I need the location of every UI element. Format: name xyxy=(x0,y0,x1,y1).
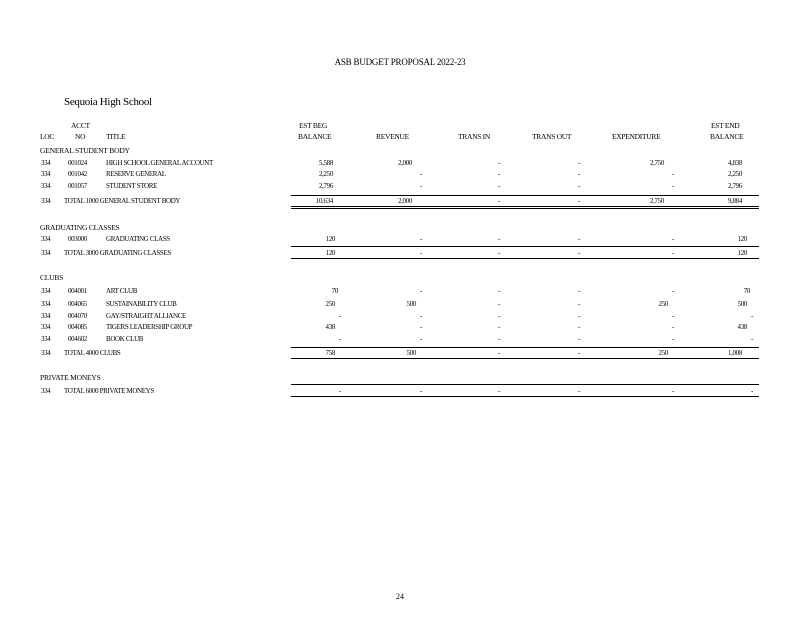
row-end-balance: 2,250 xyxy=(727,170,742,178)
row-title: GRADUATING CLASS xyxy=(106,235,170,243)
row-acct: 004070 xyxy=(68,312,87,320)
header-expenditure: EXPENDITURE xyxy=(612,132,661,141)
row-loc: 334 xyxy=(41,323,51,331)
header-est-beg-bottom: BALANCE xyxy=(298,132,332,141)
total-trans-in: - xyxy=(498,197,500,205)
total-expenditure: 250 xyxy=(658,349,668,357)
row-revenue: - xyxy=(420,312,422,320)
total-trans-in: - xyxy=(498,349,500,357)
total-bottom-rule xyxy=(291,206,759,207)
row-trans-out: - xyxy=(578,335,580,343)
header-est-beg-top: EST BEG xyxy=(299,121,327,130)
row-title: BOOK CLUB xyxy=(106,335,144,343)
row-loc: 334 xyxy=(41,182,51,190)
header-acct-no: NO xyxy=(75,132,86,141)
row-end-balance: - xyxy=(751,335,753,343)
total-title: TOTAL 4000 CLUBS xyxy=(64,349,121,357)
header-revenue: REVENUE xyxy=(376,132,409,141)
row-revenue: - xyxy=(420,287,422,295)
row-loc: 334 xyxy=(41,312,51,320)
total-end-balance: 9,884 xyxy=(727,197,742,205)
row-expenditure: - xyxy=(672,335,674,343)
row-beg-balance: - xyxy=(339,312,341,320)
row-revenue: 2,000 xyxy=(397,159,412,167)
row-revenue: - xyxy=(420,323,422,331)
row-end-balance: - xyxy=(751,312,753,320)
row-trans-out: - xyxy=(578,170,580,178)
row-trans-in: - xyxy=(498,335,500,343)
row-acct: 001057 xyxy=(68,182,87,190)
total-trans-out: - xyxy=(578,349,580,357)
total-loc: 334 xyxy=(41,249,51,257)
section-heading-clubs: CLUBS xyxy=(40,273,64,282)
total-revenue: - xyxy=(420,249,422,257)
row-expenditure: - xyxy=(672,170,674,178)
total-title: TOTAL 6000 PRIVATE MONEYS xyxy=(64,387,154,395)
row-end-balance: 2,796 xyxy=(727,182,742,190)
row-trans-in: - xyxy=(498,159,500,167)
total-top-rule xyxy=(291,195,759,196)
total-end-balance: 120 xyxy=(737,249,747,257)
total-end-balance: 1,008 xyxy=(727,349,742,357)
row-beg-balance: 70 xyxy=(331,287,338,295)
total-trans-out: - xyxy=(578,197,580,205)
total-trans-out: - xyxy=(578,249,580,257)
total-loc: 334 xyxy=(41,387,51,395)
row-beg-balance: 2,250 xyxy=(318,170,333,178)
row-title: RESERVE GENERAL xyxy=(106,170,166,178)
total-top-rule xyxy=(291,347,759,348)
total-beg-balance: - xyxy=(339,387,341,395)
row-expenditure: 250 xyxy=(658,300,668,308)
row-expenditure: - xyxy=(672,235,674,243)
row-expenditure: - xyxy=(672,287,674,295)
row-title: STUDENT STORE xyxy=(106,182,158,190)
document-title: ASB BUDGET PROPOSAL 2022-23 xyxy=(334,57,466,67)
total-revenue: - xyxy=(420,387,422,395)
page-number: 24 xyxy=(396,592,404,601)
total-bottom-rule-2 xyxy=(291,208,759,209)
total-beg-balance: 120 xyxy=(325,249,335,257)
row-beg-balance: 2,796 xyxy=(318,182,333,190)
row-beg-balance: 438 xyxy=(325,323,335,331)
total-title: TOTAL 1000 GENERAL STUDENT BODY xyxy=(64,197,181,205)
row-title: GAY/STRAIGHT ALLIANCE xyxy=(106,312,186,320)
header-trans-out: TRANS OUT xyxy=(532,132,572,141)
row-end-balance: 500 xyxy=(737,300,747,308)
total-bottom-rule xyxy=(291,258,759,259)
total-bottom-rule xyxy=(291,396,759,397)
row-trans-out: - xyxy=(578,323,580,331)
row-trans-out: - xyxy=(578,300,580,308)
total-title: TOTAL 3000 GRADUATING CLASSES xyxy=(64,249,171,257)
header-est-end-bottom: BALANCE xyxy=(710,132,744,141)
row-revenue: - xyxy=(420,170,422,178)
row-acct: 001024 xyxy=(68,159,87,167)
row-trans-in: - xyxy=(498,235,500,243)
row-beg-balance: - xyxy=(339,335,341,343)
row-expenditure: - xyxy=(672,182,674,190)
header-trans-in: TRANS IN xyxy=(458,132,490,141)
total-beg-balance: 10,634 xyxy=(315,197,333,205)
section-heading-general-student-body: GENERAL STUDENT BODY xyxy=(40,146,130,155)
total-trans-in: - xyxy=(498,387,500,395)
section-heading-private-moneys: PRIVATE MONEYS xyxy=(40,373,101,382)
row-loc: 334 xyxy=(41,235,51,243)
total-top-rule xyxy=(291,384,759,385)
row-title: HIGH SCHOOL GENERAL ACCOUNT xyxy=(106,159,213,167)
row-revenue: 500 xyxy=(406,300,416,308)
row-trans-in: - xyxy=(498,170,500,178)
row-revenue: - xyxy=(420,235,422,243)
header-est-end-top: EST END xyxy=(711,121,740,130)
row-loc: 334 xyxy=(41,287,51,295)
row-acct: 004001 xyxy=(68,287,87,295)
row-end-balance: 70 xyxy=(743,287,750,295)
row-trans-in: - xyxy=(498,323,500,331)
row-revenue: - xyxy=(420,182,422,190)
row-trans-out: - xyxy=(578,159,580,167)
school-name: Sequoia High School xyxy=(64,96,152,108)
row-acct: 003000 xyxy=(68,235,87,243)
row-end-balance: 438 xyxy=(737,323,747,331)
row-beg-balance: 250 xyxy=(325,300,335,308)
total-revenue: 500 xyxy=(406,349,416,357)
total-bottom-rule xyxy=(291,358,759,359)
total-expenditure: 2,750 xyxy=(649,197,664,205)
row-expenditure: - xyxy=(672,312,674,320)
row-loc: 334 xyxy=(41,170,51,178)
row-acct: 004085 xyxy=(68,323,87,331)
total-loc: 334 xyxy=(41,349,51,357)
total-expenditure: - xyxy=(672,249,674,257)
row-acct: 004065 xyxy=(68,300,87,308)
total-loc: 334 xyxy=(41,197,51,205)
row-end-balance: 4,838 xyxy=(727,159,742,167)
row-acct: 004602 xyxy=(68,335,87,343)
row-trans-in: - xyxy=(498,182,500,190)
header-title: TITLE xyxy=(106,132,126,141)
row-expenditure: - xyxy=(672,323,674,331)
total-revenue: 2,000 xyxy=(397,197,412,205)
section-heading-graduating-classes: GRADUATING CLASSES xyxy=(40,223,120,232)
row-trans-out: - xyxy=(578,287,580,295)
row-trans-in: - xyxy=(498,287,500,295)
row-trans-in: - xyxy=(498,300,500,308)
total-top-rule xyxy=(291,246,759,247)
row-beg-balance: 5,588 xyxy=(318,159,333,167)
row-title: ART CLUB xyxy=(106,287,138,295)
total-beg-balance: 758 xyxy=(325,349,335,357)
row-loc: 334 xyxy=(41,335,51,343)
row-acct: 001042 xyxy=(68,170,87,178)
total-end-balance: - xyxy=(751,387,753,395)
row-beg-balance: 120 xyxy=(325,235,335,243)
row-title: TIGERS LEADERSHIP GROUP xyxy=(106,323,193,331)
row-title: SUSTAINABILITY CLUB xyxy=(106,300,177,308)
row-trans-in: - xyxy=(498,312,500,320)
total-trans-out: - xyxy=(578,387,580,395)
row-expenditure: 2,750 xyxy=(649,159,664,167)
row-end-balance: 120 xyxy=(737,235,747,243)
row-loc: 334 xyxy=(41,300,51,308)
row-loc: 334 xyxy=(41,159,51,167)
header-acct-top: ACCT xyxy=(71,121,90,130)
total-trans-in: - xyxy=(498,249,500,257)
header-loc: LOC xyxy=(40,132,55,141)
row-trans-out: - xyxy=(578,312,580,320)
row-trans-out: - xyxy=(578,235,580,243)
row-revenue: - xyxy=(420,335,422,343)
total-expenditure: - xyxy=(672,387,674,395)
row-trans-out: - xyxy=(578,182,580,190)
